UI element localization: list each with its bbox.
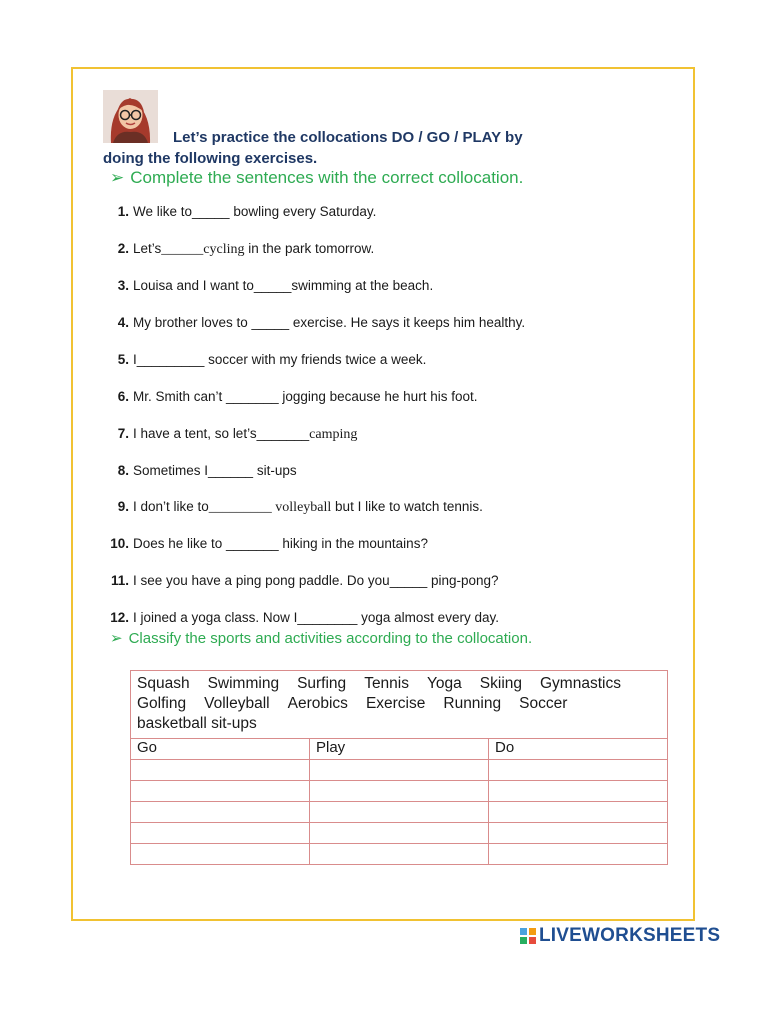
question-text: My brother loves to _____ exercise. He says it keeps him healthy. (133, 315, 526, 330)
word-bank-line-1 (137, 674, 661, 694)
word-bank-word[interactable]: Golfing (137, 695, 187, 712)
arrow-bullet-icon: ➢ (110, 630, 123, 647)
answer-cell-go[interactable] (131, 823, 310, 844)
word-bank-word[interactable]: Exercise (365, 695, 426, 712)
word-bank-word[interactable]: Skiing (479, 675, 522, 692)
section-heading-text: Classify the sports and activities according to the collocation. (128, 630, 533, 647)
question-number: 12. (110, 610, 129, 625)
word-bank-word[interactable]: Squash (137, 675, 190, 692)
answer-cell-play[interactable] (310, 844, 489, 865)
question-blank-phrase[interactable]: ______cycling (161, 242, 245, 257)
answer-cell-go[interactable] (131, 844, 310, 865)
word-bank-word[interactable]: Yoga (427, 675, 462, 692)
question-text: We like to_____ bowling every Saturday. (133, 204, 377, 219)
question-number: 4. (117, 315, 129, 330)
answer-cell-play[interactable] (310, 781, 489, 802)
answer-cell-do[interactable] (489, 781, 668, 802)
question-item (103, 610, 499, 625)
question-text: I_________ soccer with my friends twice a week. (133, 352, 427, 367)
answer-cell-play[interactable] (310, 760, 489, 781)
word-bank-word[interactable]: Aerobics (287, 695, 348, 712)
question-item (103, 278, 433, 293)
question-text-tail: but I like to watch tennis. (331, 499, 483, 514)
question-number: 9. (117, 499, 129, 514)
question-item (103, 573, 499, 588)
answer-row (131, 760, 668, 781)
question-text: Does he like to _______ hiking in the mountains? (133, 536, 428, 551)
answer-row (131, 781, 668, 802)
question-number: 1. (117, 204, 129, 219)
column-header-do: Do (489, 739, 668, 760)
question-text: Sometimes I______ sit-ups (133, 463, 297, 478)
word-bank-word[interactable]: Gymnastics (540, 675, 621, 692)
question-item (103, 426, 357, 443)
question-text: Louisa and I want to_____swimming at the beach. (133, 278, 434, 293)
question-item (103, 389, 477, 404)
answer-cell-do[interactable] (489, 844, 668, 865)
answer-cell-go[interactable] (131, 781, 310, 802)
question-text: I have a tent, so let’s_______ (133, 426, 310, 441)
section-heading-classify (110, 629, 532, 647)
question-number: 6. (117, 389, 129, 404)
word-bank-line-2 (137, 694, 661, 714)
question-text: Let’s (133, 241, 162, 256)
word-bank-word[interactable]: Swimming (207, 675, 280, 692)
question-number: 2. (117, 241, 129, 256)
question-text: Mr. Smith can’t _______ jogging because he hurt his foot. (133, 389, 478, 404)
classification-table (130, 670, 668, 865)
answer-cell-do[interactable] (489, 823, 668, 844)
word-bank-word[interactable]: Volleyball (204, 695, 270, 712)
answer-cell-go[interactable] (131, 802, 310, 823)
question-text: I joined a yoga class. Now I________ yoga almost every day. (133, 610, 499, 625)
question-item (103, 536, 428, 551)
question-item (103, 241, 374, 258)
question-blank-phrase[interactable]: _________ volleyball (208, 500, 332, 515)
intro-line-1: Let’s practice the collocations DO / GO / PLAY by (173, 129, 523, 146)
intro-line-2: doing the following exercises. (103, 150, 318, 167)
question-item (103, 315, 525, 330)
answer-cell-do[interactable] (489, 802, 668, 823)
question-item (103, 204, 376, 219)
column-header-play: Play (310, 739, 489, 760)
liveworksheets-logo-icon (520, 928, 536, 944)
word-bank-word[interactable]: Soccer (519, 695, 568, 712)
word-bank-line-3: basketball sit-ups (137, 715, 257, 732)
word-bank-word[interactable]: Surfing (297, 675, 347, 692)
question-number: 8. (117, 463, 129, 478)
liveworksheets-logo (520, 925, 720, 947)
question-item (103, 499, 483, 516)
column-header-go: Go (131, 739, 310, 760)
question-text-tail: in the park tomorrow. (244, 241, 375, 256)
question-number: 3. (117, 278, 129, 293)
word-bank-word[interactable]: Tennis (364, 675, 409, 692)
liveworksheets-logo-text: LIVEWORKSHEETS (539, 925, 721, 946)
intro-text (103, 127, 583, 169)
question-number: 5. (117, 352, 129, 367)
answer-row (131, 802, 668, 823)
answer-cell-play[interactable] (310, 823, 489, 844)
section-heading-complete (110, 168, 523, 188)
answer-cell-play[interactable] (310, 802, 489, 823)
question-item (103, 463, 297, 478)
question-text: I don’t like to (133, 499, 209, 514)
question-text: I see you have a ping pong paddle. Do you_____ ping-pong? (133, 573, 499, 588)
answer-row (131, 823, 668, 844)
question-item (103, 352, 426, 367)
answer-row (131, 844, 668, 865)
question-blank-phrase[interactable]: camping (309, 427, 358, 442)
question-number: 7. (117, 426, 129, 441)
question-number: 11. (110, 573, 129, 588)
answer-cell-go[interactable] (131, 760, 310, 781)
question-number: 10. (110, 536, 129, 551)
word-bank (131, 671, 668, 739)
arrow-bullet-icon: ➢ (110, 168, 125, 187)
word-bank-word[interactable]: Running (443, 695, 502, 712)
answer-cell-do[interactable] (489, 760, 668, 781)
section-heading-text: Complete the sentences with the correct collocation. (130, 168, 524, 187)
